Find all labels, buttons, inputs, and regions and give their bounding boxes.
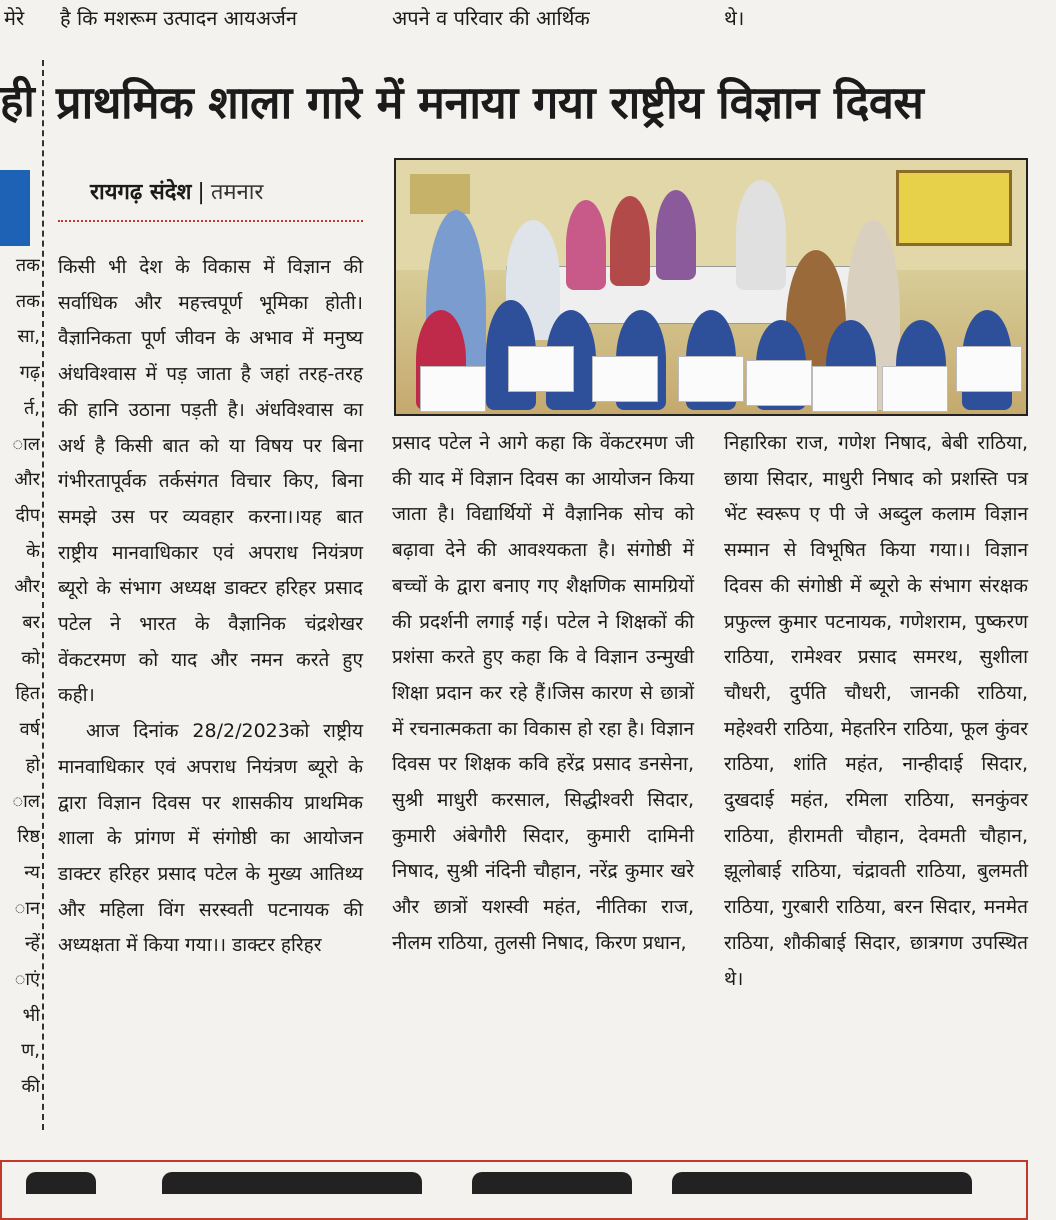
adjacent-line-fragment: ाल (12, 433, 40, 455)
photo-certificate (746, 360, 812, 406)
adjacent-line-fragment: रिष्ठ (17, 826, 40, 848)
article-photo (394, 158, 1028, 416)
adjacent-line-fragment: और (14, 469, 40, 491)
adjacent-line-fragment: दीप (15, 504, 40, 526)
article-column-1 (58, 250, 363, 964)
adjacent-line-fragment: ण, (21, 1040, 40, 1062)
article-paragraph: निहारिका राज, गणेश निषाद, बेबी राठिया, छाया सिदार, माधुरी निषाद को प्रशस्ति पत्र भेंट स्वरूप ए पी जे अब्दुल कलाम विज्ञान सम्मान से विभूषित किया गया।। विज्ञान दिवस की संगोष्ठी में ब्यूरो के संभाग संरक्षक प्रफुल्ल कुमार पटनायक, गणेशराम, पुष्करण राठिया, रामेश्वर प्रसाद समरथ, सुशीला चौधरी, दुर्पति चौधरी, जानकी राठिया, महेश्वरी राठिया, मेहतरिन राठिया, फूल कुंवर राठिया, शांति महंत, नान्हीदाई सिदार, दुखदाई महंत, रमिला राठिया, सनकुंवर राठिया, हीरामती चौहान, देवमती चौहान, झूलोबाई राठिया, चंद्रावती राठिया, बुलमती राठिया, गुरबारी राठिया, बरन सिदार, मनमेत राठिया, शौकीबाई सिदार, छात्रगण उपस्थित थे। (724, 432, 1028, 990)
photo-certificate (420, 366, 486, 412)
adjacent-line-fragment: तक (15, 290, 40, 312)
next-headline-fragment (26, 1172, 96, 1194)
next-headline-fragment (672, 1172, 972, 1194)
article-paragraph: आज दिनांक 28/2/2023को राष्ट्रीय मानवाधिकार एवं अपराध नियंत्रण ब्यूरो के द्वारा विज्ञान दिवस पर शासकीय प्राथमिक शाला के प्रांगण में संगोष्ठी का आयोजन डाक्टर हरिहर प्रसाद पटेल के मुख्य आतिथ्य और महिला विंग सरस्वती पटनायक की अध्यक्षता में किया गया।। डाक्टर हरिहर (58, 720, 363, 957)
byline-separator: | (197, 180, 205, 205)
adjacent-line-fragment: हित (15, 683, 40, 705)
photo-person (656, 190, 696, 280)
photo-person (610, 196, 650, 286)
adjacent-column-strip (0, 60, 40, 1140)
adjacent-line-fragment: की (21, 1076, 40, 1098)
prev-fragment: अपने व परिवार की आर्थिक (392, 6, 590, 30)
next-article-box (0, 1160, 1028, 1220)
photo-person (736, 180, 786, 290)
prev-fragment: है कि मशरूम उत्पादन आयअर्जन (60, 6, 297, 30)
adjacent-line-fragment: न्य (24, 861, 40, 883)
column-divider (42, 60, 44, 1130)
article-byline (90, 178, 370, 208)
photo-notice-board (896, 170, 1012, 246)
article-paragraph: प्रसाद पटेल ने आगे कहा कि वेंकटरमण जी की याद में विज्ञान दिवस का आयोजन किया जाता है। विद्यार्थियों में वैज्ञानिक सोच को बढ़ावा देने की आवश्यकता है। संगोष्ठी में बच्चों के द्वारा बनाए गए शैक्षणिक सामग्रियों की प्रदर्शनी लगाई गई। पटेल ने शिक्षकों की प्रशंसा करते हुए कहा कि वे विज्ञान उन्मुखी शिक्षा प्रदान कर रहे हैं।जिस कारण से छात्रों में रचनात्मकता का विकास हो रहा है। विज्ञान दिवस पर शिक्षक कवि हरेंद्र प्रसाद डनसेना, सुश्री माधुरी करसाल, सिद्धीश्वरी सिदार, कुमारी अंबेगौरी सिदार, कुमारी दामिनी निषाद, सुश्री नंदिनी चौहान, नरेंद्र कुमार खरे और छात्रों यशस्वी महंत, नीतिका राज, नीलम राठिया, तुलसी निषाद, किरण प्रधान, (392, 432, 694, 954)
adjacent-line-fragment: सा, (17, 326, 40, 348)
article-column-3 (724, 426, 1028, 997)
article-column-2 (392, 426, 694, 962)
adjacent-line-fragment: ाल (12, 790, 40, 812)
adjacent-line-fragment: को (21, 647, 40, 669)
adjacent-line-fragment: भी (22, 1004, 40, 1026)
adjacent-line-fragment: और (14, 576, 40, 598)
photo-poster (410, 174, 470, 214)
prev-fragment: थे। (724, 6, 745, 30)
adjacent-line-fragment: गढ़ (19, 362, 40, 384)
prev-fragment: मेरे (4, 6, 25, 30)
adjacent-line-fragment: न्हें (25, 933, 40, 955)
next-headline-fragment (472, 1172, 632, 1194)
photo-certificate (882, 366, 948, 412)
photo-certificate (956, 346, 1022, 392)
adjacent-line-fragment: हो (25, 754, 40, 776)
adjacent-line-fragment: र्त, (24, 397, 40, 419)
adjacent-photo-fragment (0, 170, 30, 246)
byline-place: तमनार (210, 180, 264, 205)
photo-certificate (508, 346, 574, 392)
photo-certificate (592, 356, 658, 402)
adjacent-line-fragment: वर्ष (19, 719, 40, 741)
article-paragraph: किसी भी देश के विकास में विज्ञान की सर्वाधिक और महत्त्वपूर्ण भूमिका होती। वैज्ञानिकता पूर्ण जीवन के अभाव में मनुष्य अंधविश्वास में पड़ जाता है जहां तरह-तरह की हानि उठाना पड़ती है। अंधविश्वास का अर्थ है किसी बात को या विषय पर बिना गंभीरतापूर्वक तर्कसंगत विचार किए, बिना समझे उस पर व्यवहार करना।।यह बात राष्ट्रीय मानवाधिकार एवं अपराध नियंत्रण ब्यूरो के संभाग अध्यक्ष डाक्टर हरिहर प्रसाद पटेल ने भारत के वैज्ञानिक चंद्रशेखर वेंकटरमण को याद और नमन करते हुए कही। (58, 256, 363, 707)
byline-rule (58, 220, 363, 222)
article-headline: प्राथमिक शाला गारे में मनाया गया राष्ट्रीय विज्ञान दिवस (56, 76, 924, 129)
adjacent-line-fragment: बर (22, 612, 40, 633)
photo-certificate (678, 356, 744, 402)
previous-article-line (0, 0, 1056, 40)
adjacent-line-fragment: ाएं (14, 969, 40, 990)
adjacent-line-fragment: ान (14, 897, 40, 919)
adjacent-headline-fragment: ही (0, 76, 35, 127)
adjacent-line-fragment: के (26, 540, 40, 562)
next-headline-fragment (162, 1172, 422, 1194)
byline-source: रायगढ़ संदेश (90, 180, 192, 205)
photo-person (566, 200, 606, 290)
adjacent-line-fragment: तक (15, 255, 40, 276)
photo-certificate (812, 366, 878, 412)
